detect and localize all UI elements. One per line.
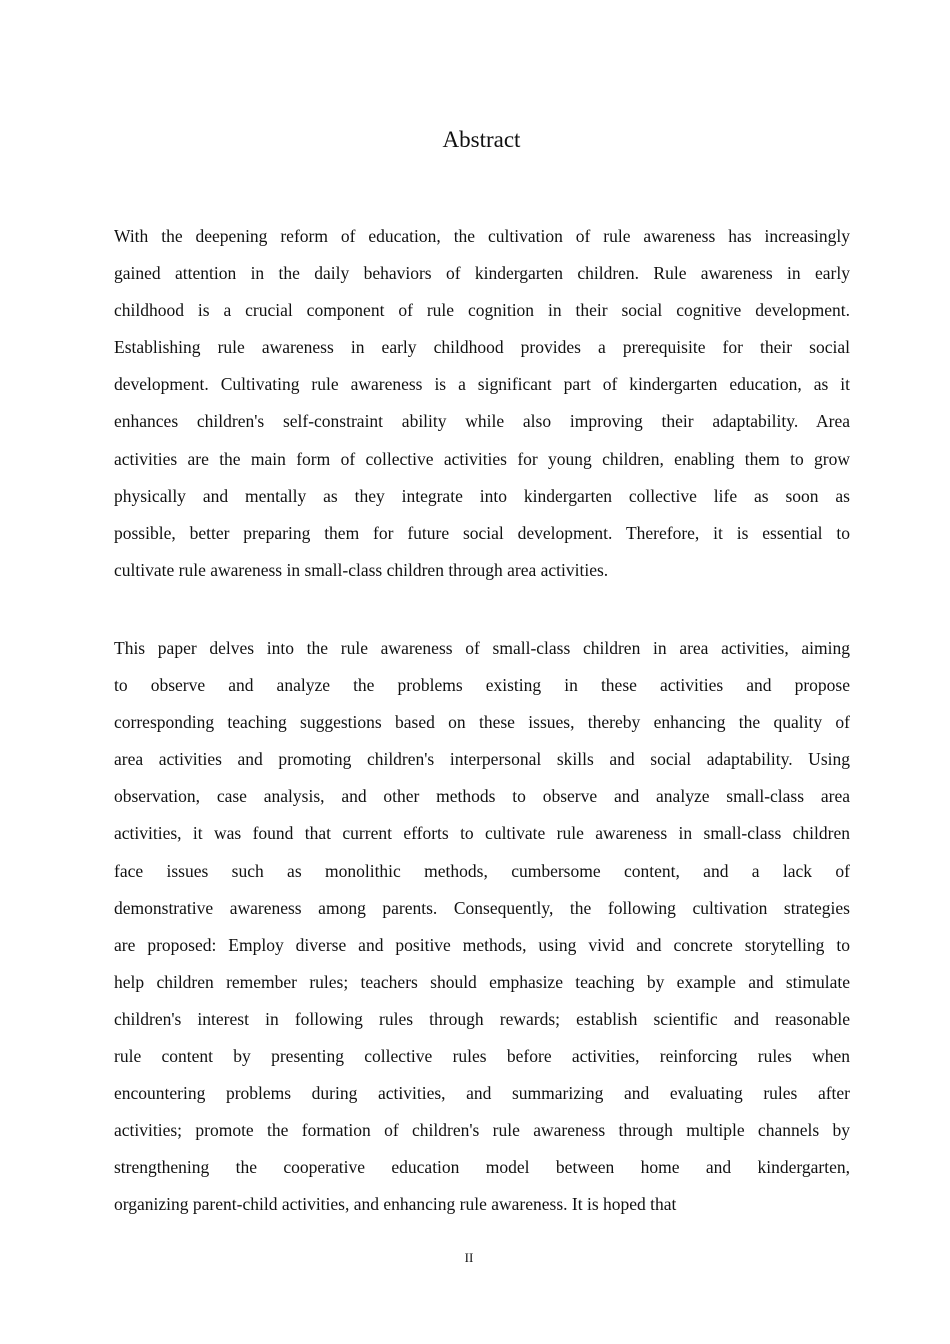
text-line: area activities and promoting children's interpersonal skills and social adaptability. Using [114,749,850,770]
text-line: to observe and analyze the problems existing in these activities and propose [114,675,850,696]
text-line: enhances children's self-constraint ability while also improving their adaptability. Area [114,411,850,432]
text-line: strengthening the cooperative education model between home and kindergarten, [114,1157,850,1178]
text-line: This paper delves into the rule awareness of small-class children in area activities, aiming [114,638,850,658]
text-line: children's interest in following rules through rewards; establish scientific and reasonable [114,1008,850,1029]
page-number: II [464,1250,474,1265]
text-line: With the deepening reform of education, the cultivation of rule awareness has increasingly [114,226,850,246]
text-line: rule content by presenting collective rules before activities, reinforcing rules when [114,1046,850,1067]
text-line: possible, better preparing them for future social development. Therefore, it is essential to [114,522,850,543]
text-line: Establishing rule awareness in early childhood provides a prerequisite for their social [114,337,850,358]
text-line: observation, case analysis, and other methods to observe and analyze small-class area [114,786,850,807]
text-line: encountering problems during activities, and summarizing and evaluating rules after [114,1083,850,1104]
abstract-paragraph-2 [114,630,850,1224]
text-line: activities, it was found that current efforts to cultivate rule awareness in small-class children [114,823,850,844]
abstract-paragraph-1 [114,218,850,589]
text-line: are proposed: Employ diverse and positive methods, using vivid and concrete storytelling to [114,934,850,955]
text-line: activities; promote the formation of children's rule awareness through multiple channels by [114,1120,850,1141]
page-title: Abstract [442,127,521,152]
text-line: cultivate rule awareness in small-class children through area activities. [114,559,609,580]
text-line: physically and mentally as they integrate into kindergarten collective life as soon as [114,485,850,506]
text-line: help children remember rules; teachers should emphasize teaching by example and stimulate [114,971,850,992]
text-line: organizing parent-child activities, and enhancing rule awareness. It is hoped that [114,1194,677,1215]
text-line: childhood is a crucial component of rule cognition in their social cognitive development. [114,300,850,321]
text-line: demonstrative awareness among parents. Consequently, the following cultivation strategies [114,897,850,918]
text-line: activities are the main form of collective activities for young children, enabling them to grow [114,448,850,469]
text-line: gained attention in the daily behaviors of kindergarten children. Rule awareness in early [114,263,850,284]
text-line: face issues such as monolithic methods, cumbersome content, and a lack of [114,860,850,881]
text-line: development. Cultivating rule awareness is a significant part of kindergarten education, as it [114,374,850,395]
text-line: corresponding teaching suggestions based on these issues, thereby enhancing the quality of [114,712,850,733]
